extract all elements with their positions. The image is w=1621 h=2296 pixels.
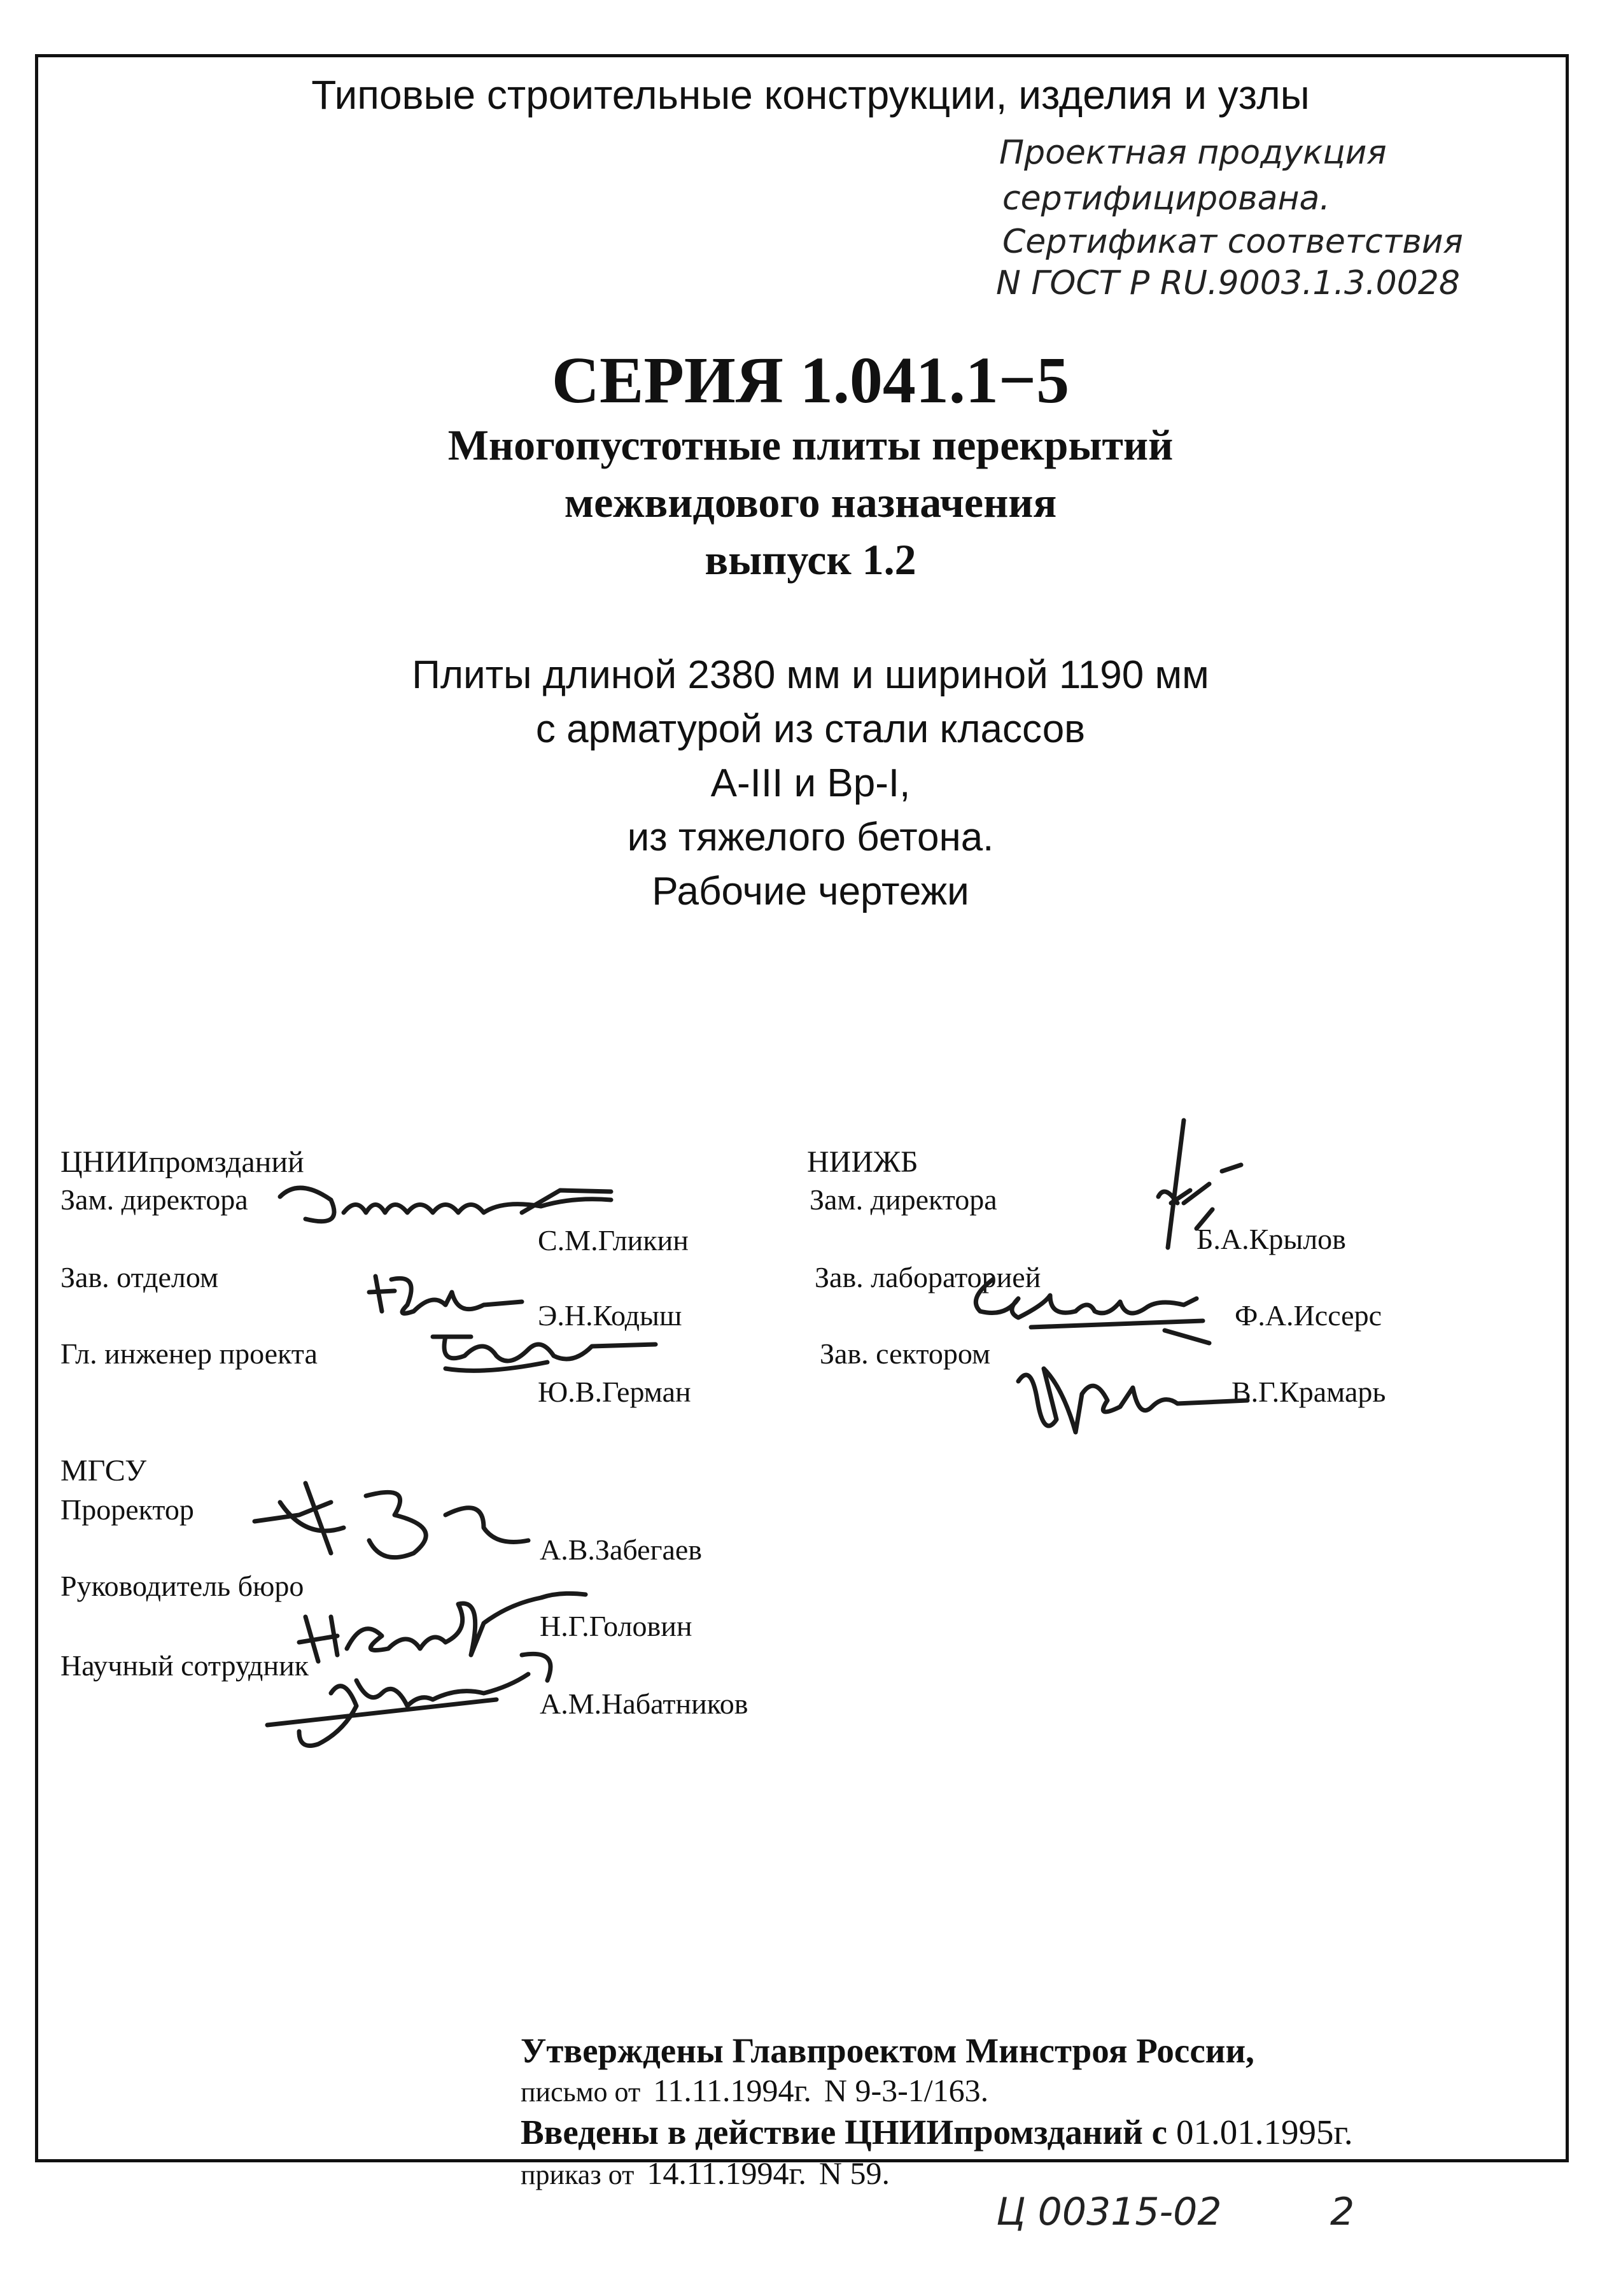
order-prefix: приказ от	[521, 2159, 635, 2190]
signatory-name: С.М.Гликин	[538, 1224, 689, 1257]
signatory-role: Зам. директора	[810, 1183, 997, 1216]
signatory-role: Гл. инженер проекта	[60, 1337, 318, 1370]
issue-number: выпуск 1.2	[705, 535, 916, 584]
signatory-name: Э.Н.Кодыш	[538, 1299, 682, 1332]
order-number: N 59.	[818, 2155, 890, 2191]
signature-nabatnikov	[267, 1654, 551, 1745]
series-subtitle: Многопустотные плиты перекрытий	[447, 421, 1174, 469]
series-title: СЕРИЯ 1.041.1−5	[551, 344, 1070, 417]
description-line: из тяжелого бетона.	[627, 815, 994, 859]
certification-line: Проектная продукция	[999, 134, 1387, 172]
description-line: Плиты длиной 2380 мм и шириной 1190 мм	[412, 653, 1209, 697]
order-date: 14.11.1994г.	[647, 2155, 806, 2191]
approval-letter	[521, 2072, 988, 2109]
signatory-role: Зав. лабораторией	[815, 1261, 1041, 1293]
letter-prefix: письмо от	[521, 2076, 641, 2108]
signatory-name: А.М.Набатников	[540, 1687, 748, 1720]
signatory-role: Научный сотрудник	[60, 1649, 309, 1682]
certification-number: N ГОСТ Р RU.9003.1.3.0028	[996, 264, 1460, 302]
signatory-name: В.Г.Крамарь	[1232, 1376, 1386, 1408]
signature-issers	[976, 1279, 1209, 1343]
approval-authority: Утверждены Главпроектом Минстроя России,	[521, 2031, 1254, 2070]
signatory-name: Ю.В.Герман	[538, 1376, 691, 1408]
signatory-name: А.В.Забегаев	[540, 1533, 702, 1566]
signatory-role: Проректор	[60, 1493, 194, 1526]
signature-golovin	[299, 1593, 586, 1661]
signatory-name: Ф.А.Иссерс	[1235, 1299, 1382, 1332]
signature-german	[433, 1337, 656, 1370]
organization-name: НИИЖБ	[807, 1145, 918, 1179]
signatory-role: Руководитель бюро	[60, 1570, 304, 1602]
signatory-role: Зав. отделом	[60, 1261, 219, 1293]
signature-zabegaev	[255, 1483, 528, 1558]
signature-krylov	[1158, 1120, 1241, 1248]
series-subtitle: межвидового назначения	[564, 478, 1057, 526]
description-line: с арматурой из стали классов	[535, 707, 1086, 751]
letter-date: 11.11.1994г.	[653, 2073, 811, 2108]
enactment-date: 01.01.1995г.	[1176, 2113, 1353, 2152]
organization-name: ЦНИИпромзданий	[60, 1145, 304, 1179]
organization-name: МГСУ	[60, 1454, 147, 1488]
description-line: A-III и Вр-I,	[710, 761, 911, 805]
enactment-line	[521, 2112, 1353, 2152]
signature-glikin	[280, 1188, 611, 1222]
signature-kodysh	[369, 1276, 522, 1313]
signatory-name: Б.А.Крылов	[1196, 1223, 1346, 1255]
collection-title: Типовые строительные конструкции, изделия и узлы	[311, 72, 1310, 118]
certification-line: Сертификат соответствия	[1002, 223, 1463, 261]
enactment-authority: Введены в действие ЦНИИпромзданий с	[521, 2113, 1168, 2152]
letter-number: N 9-3-1/163.	[824, 2073, 989, 2108]
approval-order	[521, 2155, 890, 2192]
signatory-name: Н.Г.Головин	[540, 1610, 692, 1642]
signatory-role: Зам. директора	[60, 1183, 248, 1216]
signatory-role: Зав. сектором	[820, 1337, 991, 1370]
inventory-code: Ц 00315-02	[996, 2190, 1222, 2234]
certification-line: сертифицирована.	[1002, 180, 1330, 218]
sheet-number: 2	[1330, 2190, 1355, 2234]
description-line: Рабочие чертежи	[652, 870, 969, 913]
signature-kramar	[1018, 1369, 1247, 1432]
